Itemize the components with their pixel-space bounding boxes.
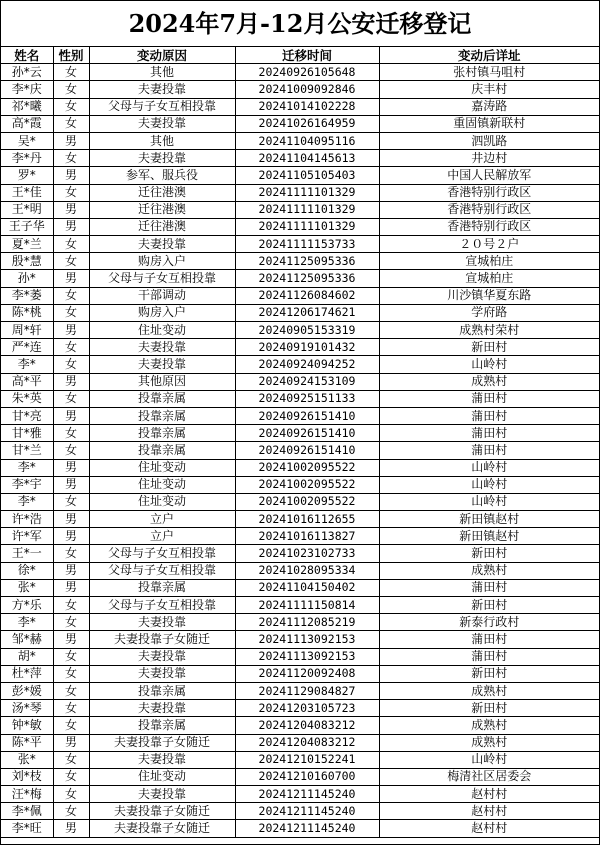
cell-reason: 夫妻投靠 bbox=[89, 150, 235, 167]
cell-address: 川沙镇华夏东路 bbox=[379, 287, 599, 304]
cell-time: 20241023102733 bbox=[235, 545, 379, 562]
cell-reason: 住址变动 bbox=[89, 476, 235, 493]
cell-name: 李* bbox=[1, 493, 53, 510]
cell-reason: 夫妻投靠 bbox=[89, 356, 235, 373]
cell-sex: 女 bbox=[53, 356, 89, 373]
cell-sex: 女 bbox=[53, 614, 89, 631]
cell-address: 新田村 bbox=[379, 597, 599, 614]
cell-name: 甘*兰 bbox=[1, 442, 53, 459]
cell-sex: 女 bbox=[53, 287, 89, 304]
table-row bbox=[1, 132, 599, 149]
cell-address: 山岭村 bbox=[379, 459, 599, 476]
cell-sex: 男 bbox=[53, 476, 89, 493]
table-row bbox=[1, 150, 599, 167]
table-row bbox=[1, 304, 599, 321]
cell-reason: 其他 bbox=[89, 132, 235, 149]
cell-reason: 父母与子女互相投靠 bbox=[89, 545, 235, 562]
header-time: 迁移时间 bbox=[235, 47, 379, 64]
table-row bbox=[1, 407, 599, 424]
table-row bbox=[1, 768, 599, 785]
cell-time: 20241203105723 bbox=[235, 700, 379, 717]
cell-reason: 夫妻投靠子女随迁 bbox=[89, 734, 235, 751]
cell-time: 20241126084602 bbox=[235, 287, 379, 304]
table-row bbox=[1, 751, 599, 768]
table-row bbox=[1, 253, 599, 270]
cell-name: 李* bbox=[1, 356, 53, 373]
cell-reason: 投靠亲属 bbox=[89, 442, 235, 459]
cell-name: 陈*平 bbox=[1, 734, 53, 751]
cell-time: 20241002095522 bbox=[235, 476, 379, 493]
cell-address: 蒲田村 bbox=[379, 631, 599, 648]
cell-reason: 夫妻投靠 bbox=[89, 700, 235, 717]
cell-reason: 夫妻投靠 bbox=[89, 236, 235, 253]
cell-sex: 男 bbox=[53, 511, 89, 528]
table-row bbox=[1, 734, 599, 751]
cell-name: 王*明 bbox=[1, 201, 53, 218]
cell-name: 胡* bbox=[1, 648, 53, 665]
cell-address: 香港特别行政区 bbox=[379, 184, 599, 201]
table-row bbox=[1, 597, 599, 614]
cell-sex: 男 bbox=[53, 407, 89, 424]
cell-name: 甘*雅 bbox=[1, 425, 53, 442]
cell-address: 新田村 bbox=[379, 665, 599, 682]
cell-name: 李*宇 bbox=[1, 476, 53, 493]
cell-name: 罗* bbox=[1, 167, 53, 184]
table-row bbox=[1, 218, 599, 235]
header-name: 姓名 bbox=[1, 47, 53, 64]
cell-time: 20241204083212 bbox=[235, 717, 379, 734]
table-row bbox=[1, 562, 599, 579]
cell-name: 孙*云 bbox=[1, 64, 53, 81]
cell-name: 钟*敏 bbox=[1, 717, 53, 734]
cell-address: 蒲田村 bbox=[379, 442, 599, 459]
table-row bbox=[1, 356, 599, 373]
cell-time: 20240925151133 bbox=[235, 390, 379, 407]
cell-reason: 父母与子女互相投靠 bbox=[89, 562, 235, 579]
cell-reason: 住址变动 bbox=[89, 768, 235, 785]
cell-reason: 夫妻投靠 bbox=[89, 81, 235, 98]
cell-address: ２０号２户 bbox=[379, 236, 599, 253]
cell-sex: 女 bbox=[53, 236, 89, 253]
cell-name: 朱*英 bbox=[1, 390, 53, 407]
cell-sex: 男 bbox=[53, 218, 89, 235]
cell-address: 张村镇马咀村 bbox=[379, 64, 599, 81]
cell-address: 成熟村荣村 bbox=[379, 322, 599, 339]
table-body bbox=[1, 64, 599, 837]
cell-address: 新田村 bbox=[379, 545, 599, 562]
table-row bbox=[1, 184, 599, 201]
table-row bbox=[1, 786, 599, 803]
cell-name: 夏*兰 bbox=[1, 236, 53, 253]
cell-time: 20241129084827 bbox=[235, 682, 379, 699]
table-row bbox=[1, 476, 599, 493]
table-row bbox=[1, 493, 599, 510]
cell-time: 20241204083212 bbox=[235, 734, 379, 751]
table-row bbox=[1, 717, 599, 734]
cell-name: 李*旺 bbox=[1, 820, 53, 837]
cell-reason: 夫妻投靠 bbox=[89, 786, 235, 803]
cell-reason: 住址变动 bbox=[89, 459, 235, 476]
cell-reason: 夫妻投靠 bbox=[89, 115, 235, 132]
cell-address: 香港特别行政区 bbox=[379, 218, 599, 235]
cell-address: 成熟村 bbox=[379, 373, 599, 390]
cell-sex: 女 bbox=[53, 665, 89, 682]
cell-time: 20241105105403 bbox=[235, 167, 379, 184]
cell-name: 张* bbox=[1, 579, 53, 596]
cell-time: 20241120092408 bbox=[235, 665, 379, 682]
cell-name: 王子华 bbox=[1, 218, 53, 235]
table-row bbox=[1, 167, 599, 184]
cell-sex: 男 bbox=[53, 579, 89, 596]
cell-address: 中国人民解放军 bbox=[379, 167, 599, 184]
cell-reason: 迁往港澳 bbox=[89, 201, 235, 218]
cell-reason: 夫妻投靠子女随迁 bbox=[89, 820, 235, 837]
cell-name: 李* bbox=[1, 614, 53, 631]
cell-name: 殷*慧 bbox=[1, 253, 53, 270]
cell-address: 梅清社区居委会 bbox=[379, 768, 599, 785]
cell-address: 成熟村 bbox=[379, 734, 599, 751]
cell-name: 吴* bbox=[1, 132, 53, 149]
cell-sex: 女 bbox=[53, 803, 89, 820]
cell-time: 20241211145240 bbox=[235, 803, 379, 820]
cell-reason: 投靠亲属 bbox=[89, 425, 235, 442]
table-row bbox=[1, 820, 599, 837]
cell-sex: 男 bbox=[53, 528, 89, 545]
cell-time: 20241002095522 bbox=[235, 493, 379, 510]
cell-sex: 女 bbox=[53, 390, 89, 407]
cell-address: 香港特别行政区 bbox=[379, 201, 599, 218]
cell-address: 重固镇新联村 bbox=[379, 115, 599, 132]
cell-name: 邹*赫 bbox=[1, 631, 53, 648]
table-row bbox=[1, 64, 599, 81]
cell-reason: 投靠亲属 bbox=[89, 579, 235, 596]
cell-name: 严*连 bbox=[1, 339, 53, 356]
cell-name: 徐* bbox=[1, 562, 53, 579]
cell-reason: 夫妻投靠 bbox=[89, 614, 235, 631]
table-row bbox=[1, 648, 599, 665]
cell-sex: 男 bbox=[53, 270, 89, 287]
cell-sex: 女 bbox=[53, 786, 89, 803]
cell-time: 20241016113827 bbox=[235, 528, 379, 545]
cell-reason: 父母与子女互相投靠 bbox=[89, 98, 235, 115]
cell-time: 20241111101329 bbox=[235, 201, 379, 218]
cell-time: 20240926151410 bbox=[235, 407, 379, 424]
table-row bbox=[1, 803, 599, 820]
cell-sex: 男 bbox=[53, 820, 89, 837]
table-row bbox=[1, 579, 599, 596]
cell-reason: 参军、服兵役 bbox=[89, 167, 235, 184]
table-row bbox=[1, 115, 599, 132]
cell-address: 山岭村 bbox=[379, 356, 599, 373]
cell-time: 20240905153319 bbox=[235, 322, 379, 339]
cell-sex: 女 bbox=[53, 339, 89, 356]
cell-address: 赵村村 bbox=[379, 786, 599, 803]
cell-name: 李*萎 bbox=[1, 287, 53, 304]
table-row bbox=[1, 528, 599, 545]
table-row bbox=[1, 614, 599, 631]
cell-name: 高*平 bbox=[1, 373, 53, 390]
cell-name: 刘*枝 bbox=[1, 768, 53, 785]
cell-reason: 夫妻投靠子女随迁 bbox=[89, 631, 235, 648]
cell-address: 蒲田村 bbox=[379, 648, 599, 665]
cell-name: 孙* bbox=[1, 270, 53, 287]
cell-address: 成熟村 bbox=[379, 717, 599, 734]
cell-reason: 迁往港澳 bbox=[89, 184, 235, 201]
cell-address: 新田镇赵村 bbox=[379, 528, 599, 545]
cell-sex: 女 bbox=[53, 682, 89, 699]
cell-address: 宣城柏庄 bbox=[379, 270, 599, 287]
cell-time: 20240924094252 bbox=[235, 356, 379, 373]
table-row bbox=[1, 425, 599, 442]
cell-address: 山岭村 bbox=[379, 493, 599, 510]
cell-sex: 女 bbox=[53, 115, 89, 132]
cell-sex: 男 bbox=[53, 322, 89, 339]
cell-reason: 立户 bbox=[89, 511, 235, 528]
cell-address: 学府路 bbox=[379, 304, 599, 321]
cell-time: 20241113092153 bbox=[235, 631, 379, 648]
cell-time: 20241113092153 bbox=[235, 648, 379, 665]
cell-sex: 女 bbox=[53, 597, 89, 614]
cell-name: 方*乐 bbox=[1, 597, 53, 614]
header-address: 变动后详址 bbox=[379, 47, 599, 64]
cell-name: 许*军 bbox=[1, 528, 53, 545]
cell-time: 20241111153733 bbox=[235, 236, 379, 253]
cell-sex: 男 bbox=[53, 631, 89, 648]
cell-time: 20241009092846 bbox=[235, 81, 379, 98]
cell-reason: 夫妻投靠 bbox=[89, 665, 235, 682]
cell-name: 甘*亮 bbox=[1, 407, 53, 424]
cell-address: 山岭村 bbox=[379, 476, 599, 493]
cell-sex: 女 bbox=[53, 184, 89, 201]
cell-sex: 女 bbox=[53, 81, 89, 98]
table-row bbox=[1, 339, 599, 356]
cell-name: 汪*梅 bbox=[1, 786, 53, 803]
cell-sex: 女 bbox=[53, 751, 89, 768]
cell-address: 成熟村 bbox=[379, 682, 599, 699]
cell-name: 许*浩 bbox=[1, 511, 53, 528]
cell-sex: 女 bbox=[53, 545, 89, 562]
cell-time: 20241104095116 bbox=[235, 132, 379, 149]
table-row bbox=[1, 201, 599, 218]
table-row bbox=[1, 390, 599, 407]
cell-sex: 女 bbox=[53, 442, 89, 459]
cell-reason: 迁往港澳 bbox=[89, 218, 235, 235]
header-reason: 变动原因 bbox=[89, 47, 235, 64]
cell-time: 20241125095336 bbox=[235, 253, 379, 270]
cell-sex: 男 bbox=[53, 167, 89, 184]
cell-address: 赵村村 bbox=[379, 820, 599, 837]
cell-time: 20241002095522 bbox=[235, 459, 379, 476]
cell-address: 蒲田村 bbox=[379, 407, 599, 424]
cell-time: 20241104150402 bbox=[235, 579, 379, 596]
table-row bbox=[1, 459, 599, 476]
cell-reason: 立户 bbox=[89, 528, 235, 545]
table-row bbox=[1, 98, 599, 115]
cell-reason: 住址变动 bbox=[89, 322, 235, 339]
cell-name: 王*佳 bbox=[1, 184, 53, 201]
table-row bbox=[1, 700, 599, 717]
cell-sex: 女 bbox=[53, 648, 89, 665]
cell-time: 20241211145240 bbox=[235, 820, 379, 837]
cell-name: 祁*曦 bbox=[1, 98, 53, 115]
cell-address: 新田村 bbox=[379, 700, 599, 717]
table-row bbox=[1, 682, 599, 699]
table-row bbox=[1, 631, 599, 648]
cell-sex: 男 bbox=[53, 201, 89, 218]
cell-sex: 女 bbox=[53, 64, 89, 81]
cell-name: 李*庆 bbox=[1, 81, 53, 98]
cell-sex: 女 bbox=[53, 150, 89, 167]
cell-time: 20241016112655 bbox=[235, 511, 379, 528]
table-row bbox=[1, 545, 599, 562]
cell-time: 20241111150814 bbox=[235, 597, 379, 614]
cell-name: 杜*萍 bbox=[1, 665, 53, 682]
sheet-title: 2024年7月-12月公安迁移登记 bbox=[1, 1, 599, 47]
cell-time: 20241111101329 bbox=[235, 218, 379, 235]
cell-sex: 女 bbox=[53, 253, 89, 270]
cell-sex: 女 bbox=[53, 717, 89, 734]
cell-address: 蒲田村 bbox=[379, 390, 599, 407]
cell-sex: 女 bbox=[53, 700, 89, 717]
cell-address: 嘉涛路 bbox=[379, 98, 599, 115]
cell-address: 赵村村 bbox=[379, 803, 599, 820]
cell-address: 成熟村 bbox=[379, 562, 599, 579]
cell-name: 陈*桃 bbox=[1, 304, 53, 321]
cell-time: 20241028095334 bbox=[235, 562, 379, 579]
cell-address: 新泰行政村 bbox=[379, 614, 599, 631]
cell-address: 蒲田村 bbox=[379, 579, 599, 596]
cell-reason: 投靠亲属 bbox=[89, 407, 235, 424]
cell-reason: 购房入户 bbox=[89, 304, 235, 321]
cell-reason: 其他原因 bbox=[89, 373, 235, 390]
cell-time: 20240924153109 bbox=[235, 373, 379, 390]
cell-time: 20240926151410 bbox=[235, 442, 379, 459]
cell-name: 彭*媛 bbox=[1, 682, 53, 699]
cell-time: 20241014102228 bbox=[235, 98, 379, 115]
cell-name: 王*一 bbox=[1, 545, 53, 562]
cell-name: 周*轩 bbox=[1, 322, 53, 339]
table-row bbox=[1, 665, 599, 682]
cell-time: 20241104145613 bbox=[235, 150, 379, 167]
cell-address: 新田村 bbox=[379, 339, 599, 356]
cell-sex: 女 bbox=[53, 493, 89, 510]
cell-time: 20241210160700 bbox=[235, 768, 379, 785]
cell-address: 山岭村 bbox=[379, 751, 599, 768]
cell-name: 李* bbox=[1, 459, 53, 476]
cell-time: 20241210152241 bbox=[235, 751, 379, 768]
cell-sex: 男 bbox=[53, 373, 89, 390]
cell-reason: 购房入户 bbox=[89, 253, 235, 270]
cell-sex: 男 bbox=[53, 734, 89, 751]
cell-time: 20241206174621 bbox=[235, 304, 379, 321]
cell-name: 汤*琴 bbox=[1, 700, 53, 717]
cell-reason: 夫妻投靠 bbox=[89, 339, 235, 356]
cell-sex: 男 bbox=[53, 562, 89, 579]
cell-reason: 投靠亲属 bbox=[89, 390, 235, 407]
cell-name: 李*佩 bbox=[1, 803, 53, 820]
cell-reason: 父母与子女互相投靠 bbox=[89, 597, 235, 614]
cell-reason: 住址变动 bbox=[89, 493, 235, 510]
cell-reason: 干部调动 bbox=[89, 287, 235, 304]
cell-address: 宣城柏庄 bbox=[379, 253, 599, 270]
table-row bbox=[1, 270, 599, 287]
cell-time: 20241112085219 bbox=[235, 614, 379, 631]
header-row bbox=[1, 47, 599, 64]
cell-reason: 夫妻投靠 bbox=[89, 751, 235, 768]
cell-time: 20241211145240 bbox=[235, 786, 379, 803]
cell-name: 高*霞 bbox=[1, 115, 53, 132]
cell-reason: 投靠亲属 bbox=[89, 717, 235, 734]
cell-sex: 男 bbox=[53, 132, 89, 149]
cell-address: 井边村 bbox=[379, 150, 599, 167]
table-row bbox=[1, 236, 599, 253]
cell-sex: 男 bbox=[53, 459, 89, 476]
cell-reason: 投靠亲属 bbox=[89, 682, 235, 699]
cell-reason: 其他 bbox=[89, 64, 235, 81]
cell-name: 张* bbox=[1, 751, 53, 768]
table-row bbox=[1, 81, 599, 98]
table-row bbox=[1, 287, 599, 304]
cell-sex: 女 bbox=[53, 304, 89, 321]
cell-address: 新田镇赵村 bbox=[379, 511, 599, 528]
table-row bbox=[1, 322, 599, 339]
cell-sex: 女 bbox=[53, 768, 89, 785]
header-sex: 性别 bbox=[53, 47, 89, 64]
cell-time: 20240926105648 bbox=[235, 64, 379, 81]
table-row bbox=[1, 373, 599, 390]
cell-reason: 夫妻投靠 bbox=[89, 648, 235, 665]
migration-table bbox=[1, 47, 599, 838]
cell-sex: 女 bbox=[53, 425, 89, 442]
cell-time: 20240926151410 bbox=[235, 425, 379, 442]
cell-time: 20241111101329 bbox=[235, 184, 379, 201]
cell-time: 20240919101432 bbox=[235, 339, 379, 356]
cell-reason: 父母与子女互相投靠 bbox=[89, 270, 235, 287]
cell-address: 庆丰村 bbox=[379, 81, 599, 98]
cell-time: 20241125095336 bbox=[235, 270, 379, 287]
cell-address: 泗凯路 bbox=[379, 132, 599, 149]
cell-address: 蒲田村 bbox=[379, 425, 599, 442]
cell-sex: 女 bbox=[53, 98, 89, 115]
cell-reason: 夫妻投靠子女随迁 bbox=[89, 803, 235, 820]
table-row bbox=[1, 442, 599, 459]
table-row bbox=[1, 511, 599, 528]
cell-name: 李*丹 bbox=[1, 150, 53, 167]
cell-time: 20241026164959 bbox=[235, 115, 379, 132]
